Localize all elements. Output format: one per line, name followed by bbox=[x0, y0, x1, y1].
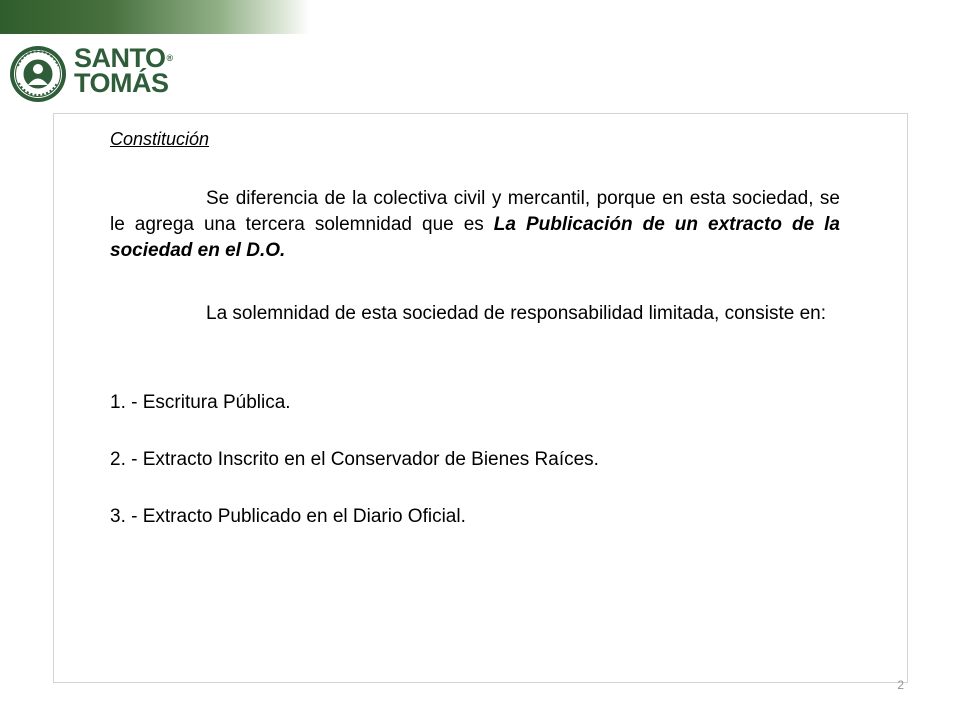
list-item: 3. - Extracto Publicado en el Diario Oficial. bbox=[110, 506, 466, 527]
paragraph-2-text: La solemnidad de esta sociedad de responsabilidad limitada, consiste en: bbox=[206, 303, 827, 324]
paragraph-1 bbox=[110, 186, 840, 264]
logo-line1: SANTO bbox=[74, 43, 166, 73]
paragraph-1-emphasis: La Publicación de un extracto de la sociedad en el D.O. bbox=[110, 214, 840, 261]
logo-line2: TOMÁS bbox=[74, 68, 169, 98]
list-item: 1. - Escritura Pública. bbox=[110, 392, 291, 413]
header-gradient-bar bbox=[0, 0, 310, 34]
logo-wordmark bbox=[74, 43, 173, 98]
list-item: 2. - Extracto Inscrito en el Conservador de Bienes Raíces. bbox=[110, 449, 599, 470]
page-number: 2 bbox=[897, 678, 904, 692]
paragraph-1-text: Se diferencia de la colectiva civil y mercantil, porque en esta sociedad, se le agrega una tercera solemnidad que es bbox=[110, 188, 840, 235]
section-title: Constitución bbox=[110, 129, 210, 149]
paragraph-2 bbox=[110, 301, 840, 327]
santo-tomas-logo bbox=[8, 44, 178, 104]
logo-registered: ® bbox=[166, 53, 173, 63]
seal-icon bbox=[8, 44, 68, 104]
